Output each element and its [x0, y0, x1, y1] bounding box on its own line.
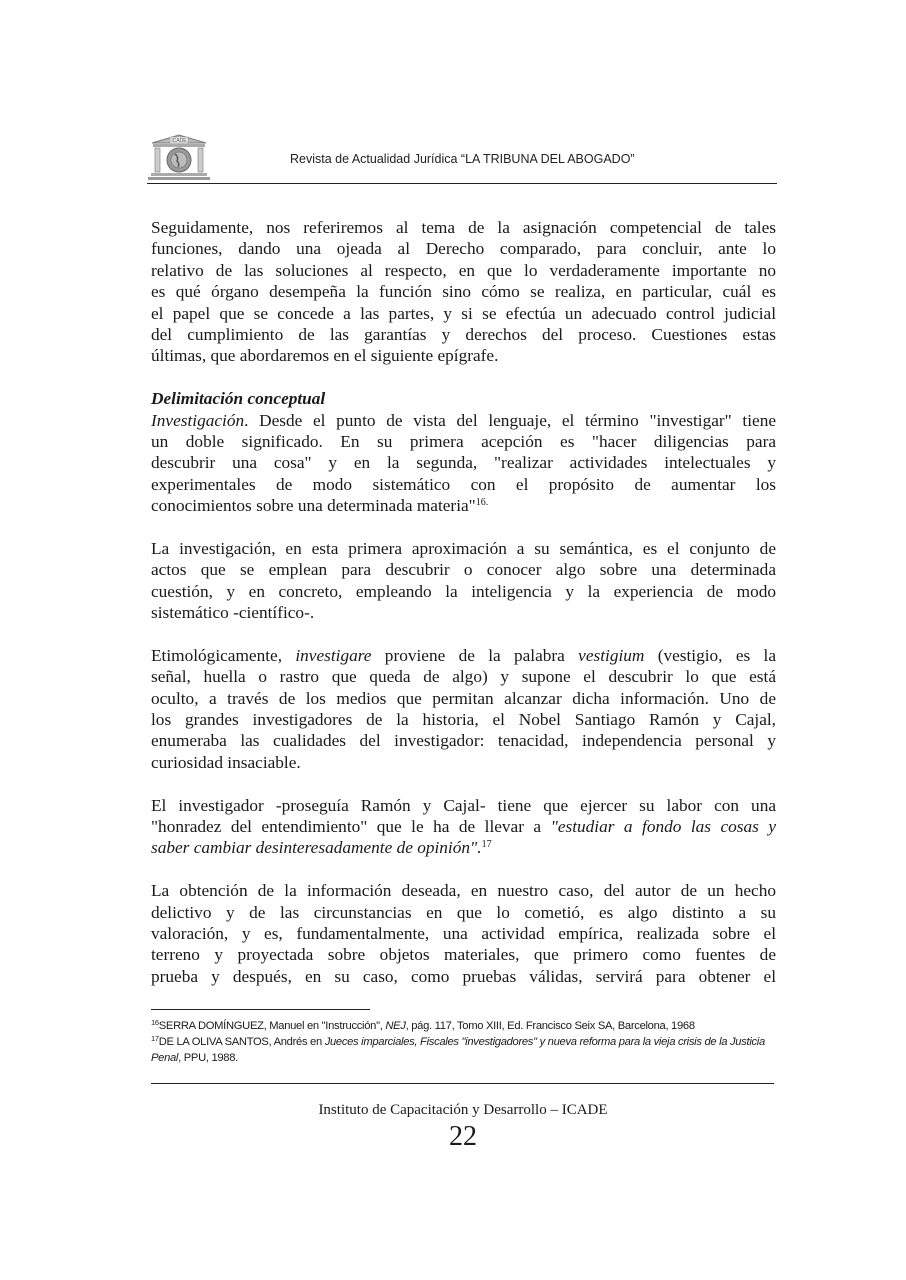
text-line	[151, 666, 776, 687]
text-run: , PPU, 1988.	[178, 1052, 238, 1064]
text-line	[151, 581, 776, 602]
text-line	[151, 324, 776, 345]
text-run: del cumplimiento de las garantías y derechos del proceso. Cuestiones estas	[151, 324, 776, 344]
paragraph	[151, 410, 776, 517]
text-line	[151, 902, 776, 923]
text-run: Etimológicamente,	[151, 645, 296, 665]
text-run: terreno y proyectada sobre objetos materiales, que primero como fuentes de	[151, 945, 776, 965]
paragraph	[151, 880, 776, 987]
paragraph-spacer	[151, 516, 776, 537]
text-line	[151, 303, 776, 324]
text-run: sistemático -científico-.	[151, 603, 315, 623]
text-line	[151, 538, 776, 559]
text-run: oculto, a través de los medios que permitan alcanzar dicha información. Uno de	[151, 688, 776, 708]
footnote	[151, 1018, 777, 1034]
text-run: un doble significado. En su primera acepción es "hacer diligencias para	[151, 431, 776, 451]
footnote-reference: 17	[481, 839, 492, 851]
text-run: delictivo y de las circunstancias en que lo cometió, es algo distinto a su	[151, 902, 776, 922]
text-line	[151, 880, 776, 901]
footnotes	[151, 1018, 777, 1066]
text-line	[151, 602, 776, 623]
text-run: enumeraba las cualidades del investigador: tenacidad, independencia personal y	[151, 731, 776, 751]
paragraph-spacer	[151, 773, 776, 794]
journal-title: Revista de Actualidad Jurídica “LA TRIBUNA DEL ABOGADO”	[290, 152, 635, 166]
paragraph	[151, 645, 776, 773]
text-run: curiosidad insaciable.	[151, 752, 301, 772]
page-number: 22	[449, 1121, 477, 1152]
text-run: Delimitación conceptual	[151, 389, 326, 409]
text-line	[151, 923, 776, 944]
text-run: Jueces imparciales, Fiscales "investigadores" y nueva reforma para la vieja crisis de la Justicia Penal	[151, 1036, 765, 1064]
text-line	[151, 559, 776, 580]
text-line	[151, 495, 776, 516]
text-line	[151, 966, 776, 987]
text-run: señal, huella o rastro que queda de algo) y supone el descubrir lo que está	[151, 667, 776, 687]
text-run: SERRA DOMÍNGUEZ, Manuel en "Instrucción",	[158, 1020, 386, 1032]
text-line	[151, 474, 776, 495]
text-line	[151, 709, 776, 730]
text-run: los grandes investigadores de la historia, el Nobel Santiago Ramón y Cajal,	[151, 709, 776, 729]
text-line	[151, 645, 776, 666]
text-line	[151, 837, 776, 858]
paragraph-spacer	[151, 367, 776, 388]
text-run: investigare	[295, 645, 372, 665]
text-run: saber cambiar desinteresadamente de opinión".	[151, 838, 482, 858]
text-run: (vestigio, es la	[644, 645, 776, 665]
text-run: cuestión, y en concreto, empleando la inteligencia y la experiencia de modo	[151, 581, 776, 601]
text-run: Seguidamente, nos referiremos al tema de la asignación competencial de tales	[151, 218, 776, 237]
text-line	[151, 795, 776, 816]
paragraph-spacer	[151, 623, 776, 644]
text-line	[151, 388, 776, 409]
text-run: es qué órgano desempeña la función sino cómo se realiza, en particular, cuál es	[151, 282, 776, 302]
footer-institution: Instituto de Capacitación y Desarrollo – ICADE	[318, 1102, 608, 1118]
text-run: actos que se emplean para descubrir o conocer algo sobre una determinada	[151, 560, 776, 580]
footnote-reference: 17	[151, 1034, 159, 1043]
text-run: últimas, que abordaremos en el siguiente epígrafe.	[151, 346, 499, 366]
text-run: "honradez del entendimiento" que le ha de llevar a	[151, 816, 551, 836]
text-line	[151, 688, 776, 709]
text-run: funciones, dando una ojeada al Derecho comparado, para concluir, ante lo	[151, 239, 776, 259]
text-run: descubrir una cosa" y en la segunda, "realizar actividades intelectuales y	[151, 453, 776, 473]
text-run: Investigación	[151, 410, 245, 430]
footer-divider	[151, 1083, 774, 1084]
icade-logo	[148, 133, 210, 183]
paragraph	[151, 795, 776, 859]
text-run: conocimientos sobre una determinada materia"	[151, 496, 476, 516]
text-run: valoración, y es, fundamentalmente, una actividad empírica, realizada sobre el	[151, 923, 776, 943]
text-run: DE LA OLIVA SANTOS, Andrés en	[158, 1036, 325, 1048]
text-line	[151, 431, 776, 452]
text-run: El investigador -proseguía Ramón y Cajal- tiene que ejercer su labor con una	[151, 795, 776, 815]
header-divider	[147, 183, 777, 184]
footnote	[151, 1034, 777, 1066]
text-line	[151, 730, 776, 751]
text-line	[151, 238, 776, 259]
text-line	[151, 944, 776, 965]
text-run: La investigación, en esta primera aproximación a su semántica, es el conjunto de	[151, 538, 776, 558]
text-run: . Desde el punto de vista del lenguaje, el término "investigar" tiene	[244, 410, 776, 430]
footnote-divider	[151, 1009, 370, 1010]
text-line	[151, 260, 776, 281]
text-run: experimentales de modo sistemático con el propósito de aumentar los	[151, 474, 776, 494]
footnote-reference: 16.	[475, 497, 489, 509]
text-line	[151, 345, 776, 366]
text-run: La obtención de la información deseada, en nuestro caso, del autor de un hecho	[151, 881, 776, 901]
text-run: relativo de las soluciones al respecto, en que lo verdaderamente importante no	[151, 260, 776, 280]
paragraph	[151, 217, 776, 367]
text-run: "estudiar a fondo las cosas y	[550, 816, 776, 836]
text-line	[151, 281, 776, 302]
text-line	[151, 452, 776, 473]
paragraph-spacer	[151, 859, 776, 880]
text-line	[151, 410, 776, 431]
paragraph	[151, 538, 776, 624]
text-line	[151, 816, 776, 837]
text-line	[151, 752, 776, 773]
svg-text:ICADE: ICADE	[171, 138, 187, 144]
text-run: NEJ	[385, 1020, 406, 1032]
text-line	[151, 217, 776, 238]
text-run: proviene de la palabra	[371, 645, 579, 665]
article-body	[151, 217, 776, 987]
text-run: , pág. 117, Tomo XIII, Ed. Francisco Seix SA, Barcelona, 1968	[405, 1020, 695, 1032]
footnote-reference: 16	[151, 1018, 159, 1027]
text-run: el papel que se concede a las partes, y si se efectúa un adecuado control judicial	[151, 303, 776, 323]
text-run: vestigium	[578, 645, 645, 665]
section-heading	[151, 388, 776, 409]
text-run: prueba y después, en su caso, como pruebas válidas, servirá para obtener el	[151, 966, 776, 986]
